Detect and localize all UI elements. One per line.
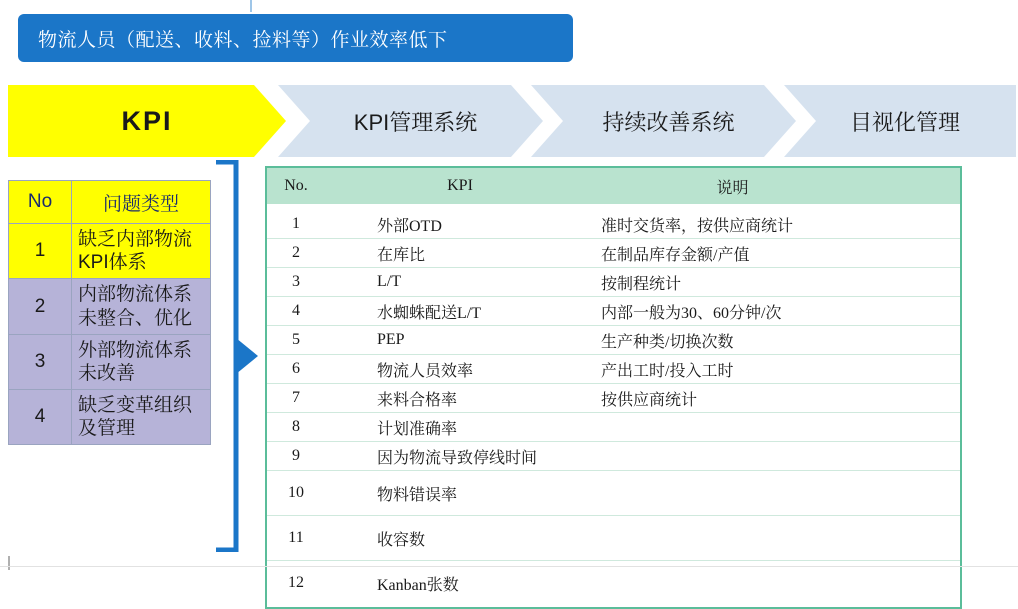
kpi-row-no: 5 — [292, 331, 300, 348]
table-row — [267, 354, 960, 383]
kpi-row-no: 12 — [288, 574, 304, 591]
kpi-header-kpi: KPI — [447, 177, 473, 194]
headline-banner — [18, 14, 573, 62]
table-row — [267, 210, 960, 238]
kpi-row-name: 物料错误率 — [377, 486, 458, 504]
kpi-row-desc: 按制程统计 — [601, 275, 682, 293]
process-step-kpi[interactable] — [8, 85, 286, 157]
issue-row-type: 缺乏内部物流KPI体系 — [72, 224, 211, 279]
kpi-definition-table — [265, 166, 962, 609]
issue-row-type: 缺乏变革组织及管理 — [72, 390, 211, 445]
process-step-label: KPI — [121, 105, 173, 136]
kpi-header-no: No. — [284, 177, 308, 194]
kpi-row-name: 收容数 — [377, 531, 426, 549]
kpi-row-no: 11 — [288, 529, 304, 546]
table-row — [267, 238, 960, 267]
kpi-row-name: 物流人员效率 — [377, 362, 474, 380]
issue-row-no: 3 — [9, 334, 72, 389]
headline-banner-text: 物流人员（配送、收料、捡料等）作业效率低下 — [38, 29, 448, 51]
issue-table-header-row — [9, 181, 211, 224]
table-row — [267, 296, 960, 325]
issue-header-type: 问题类型 — [72, 181, 211, 224]
kpi-row-desc: 按供应商统计 — [601, 391, 698, 409]
kpi-row-no: 2 — [292, 244, 300, 261]
banner-tick-mark — [250, 0, 252, 12]
issue-row-type: 外部物流体系未改善 — [72, 334, 211, 389]
table-row — [267, 515, 960, 560]
table-row — [267, 441, 960, 470]
kpi-table-header-row — [267, 168, 960, 204]
table-row — [9, 390, 211, 445]
kpi-row-name: 外部OTD — [377, 217, 442, 235]
table-row — [9, 279, 211, 334]
process-step-label: 目视化管理 — [849, 109, 960, 135]
kpi-row-desc: 内部一般为30、60分钟/次 — [601, 304, 782, 322]
kpi-row-name: 水蜘蛛配送L/T — [377, 304, 481, 322]
page-corner-mark — [8, 556, 10, 570]
kpi-row-name: 计划准确率 — [377, 420, 458, 438]
kpi-row-no: 1 — [292, 215, 300, 232]
kpi-row-name: L/T — [377, 273, 401, 290]
issue-type-table — [8, 180, 211, 445]
table-row — [267, 470, 960, 515]
kpi-row-no: 7 — [292, 389, 300, 406]
issue-row-no: 2 — [9, 279, 72, 334]
kpi-header-desc: 说明 — [716, 179, 749, 197]
kpi-row-desc: 在制品库存金额/产值 — [601, 246, 750, 264]
process-chevron-bar — [8, 85, 1008, 157]
kpi-table-body — [267, 204, 960, 607]
table-row — [267, 267, 960, 296]
page-bottom-divider — [0, 566, 1018, 567]
issue-row-no: 1 — [9, 224, 72, 279]
table-row — [267, 412, 960, 441]
kpi-row-name: PEP — [377, 331, 405, 348]
kpi-row-no: 4 — [292, 302, 300, 319]
process-step-label: KPI管理系统 — [353, 109, 478, 135]
table-row — [267, 383, 960, 412]
kpi-row-name: 因为物流导致停线时间 — [377, 449, 538, 467]
kpi-row-desc: 准时交货率，按供应商统计 — [601, 217, 794, 235]
process-step-label: 持续改善系统 — [602, 109, 735, 135]
issue-row-type: 内部物流体系未整合、优化 — [72, 279, 211, 334]
kpi-row-desc: 产出工时/投入工时 — [601, 362, 734, 380]
kpi-row-no: 6 — [292, 360, 300, 377]
kpi-row-desc: 生产种类/切换次数 — [601, 333, 734, 351]
kpi-row-name: 来料合格率 — [377, 391, 458, 409]
process-step-kpi-system[interactable] — [278, 85, 543, 157]
issue-header-no: No — [9, 181, 72, 224]
kpi-row-no: 9 — [292, 447, 300, 464]
table-row — [9, 334, 211, 389]
kpi-row-name: 在库比 — [377, 246, 426, 264]
table-row — [9, 224, 211, 279]
kpi-row-no: 3 — [292, 273, 300, 290]
kpi-row-no: 10 — [288, 484, 304, 501]
process-step-improvement-system[interactable] — [531, 85, 796, 157]
kpi-row-no: 8 — [292, 418, 300, 435]
process-step-visual-management[interactable] — [784, 85, 1016, 157]
kpi-row-name: Kanban张数 — [377, 576, 459, 594]
connector-bracket-icon — [214, 160, 260, 552]
issue-row-no: 4 — [9, 390, 72, 445]
table-row — [267, 325, 960, 354]
